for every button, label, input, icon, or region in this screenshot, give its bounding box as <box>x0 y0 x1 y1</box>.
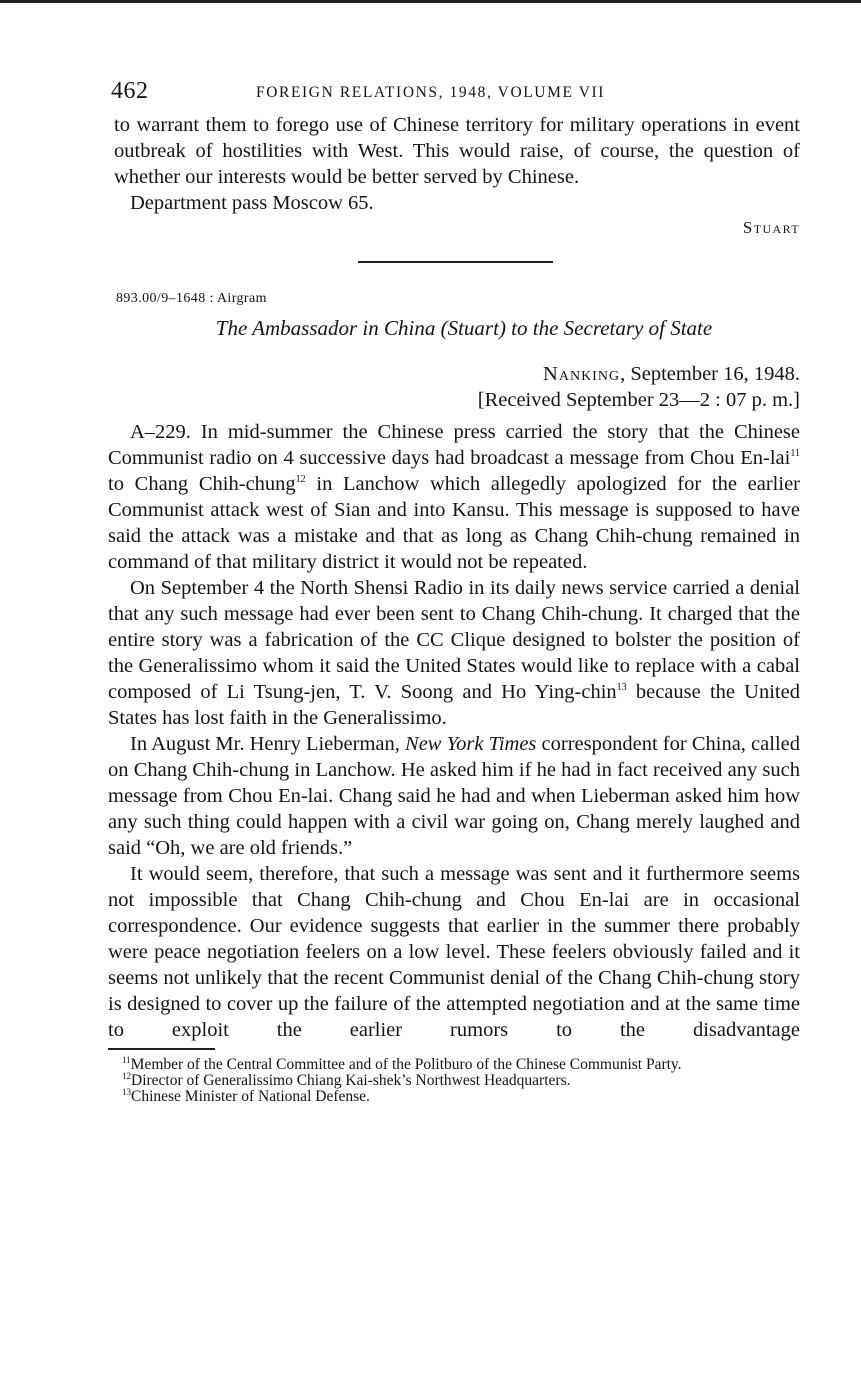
footnote-number: 11 <box>122 1054 131 1065</box>
paragraph-text: In August Mr. Henry Lieberman, <box>130 733 406 755</box>
footnote-reference-11: 11 <box>790 448 800 459</box>
newspaper-title: New York Times <box>405 733 537 755</box>
footnotes <box>108 1054 800 1105</box>
dateline-date: , September 16, 1948. <box>620 363 800 385</box>
previous-document-closing-paragraph: to warrant them to forego use of Chinese territory for military operations in event outbreak of hostilities with West. This would raise, of course, the question of whether our interests would be better served by Chinese. <box>114 114 800 188</box>
file-reference: 893.00/9–1648 : Airgram <box>116 291 267 306</box>
footnote-12 <box>108 1070 800 1089</box>
signature: Stuart <box>742 218 800 237</box>
paragraph-text: A–229. In mid-summer the Chinese press carried the story that the Chinese Communist radio on 4 successive days had broadcast a message from Chou En-lai <box>108 421 800 469</box>
routing-line: Department pass Moscow 65. <box>130 192 374 214</box>
footnote-rule <box>108 1048 215 1050</box>
scan-border <box>0 0 861 3</box>
footnote-reference-12: 12 <box>295 474 306 485</box>
received-line: [Received September 23—2 : 07 p. m.] <box>477 389 800 411</box>
dateline-city: Nanking <box>543 363 621 385</box>
paragraph-text: in Lanchow which allegedly apologized for the earlier Communist attack west of Sian and into Kansu. This message is supposed to have said the attack was a mistake and that as long as Chang Chih-chung remained in command of that military district it would not be repeated. <box>108 473 800 573</box>
running-head <box>108 78 800 112</box>
footnote-text: Chinese Minister of National Defense. <box>131 1087 370 1105</box>
book-page <box>108 78 800 1105</box>
body-paragraph-3 <box>108 731 800 861</box>
paragraph-text: to Chang Chih-chung <box>108 473 296 495</box>
paragraph-text: because the United States has lost faith in the Generalissimo. <box>108 681 800 729</box>
paragraph-text: On September 4 the North Shensi Radio in its daily news service carried a denial that any such message had ever been sent to Chang Chih-chung. It charged that the entire story was a fabrication of the CC Clique designed to bolster the position of the Generalissimo whom it said the United States would like to replace with a cabal composed of Li Tsung-jen, T. V. Soong and Ho Ying-chin <box>108 577 800 703</box>
footnote-number: 13 <box>122 1086 131 1097</box>
footnote-13 <box>108 1086 800 1105</box>
body-paragraph-1 <box>108 419 800 575</box>
dateline <box>108 361 800 387</box>
footnote-reference-13: 13 <box>616 682 627 693</box>
footnote-11 <box>108 1054 800 1073</box>
section-divider <box>358 261 553 263</box>
footnote-text: Director of Generalissimo Chiang Kai-shek’s Northwest Headquarters. <box>131 1071 571 1089</box>
document-heading: The Ambassador in China (Stuart) to the Secretary of State <box>215 316 713 340</box>
footnote-text: Member of the Central Committee and of the Politburo of the Chinese Communist Party. <box>130 1055 682 1073</box>
footnote-number: 12 <box>122 1070 131 1081</box>
running-title: FOREIGN RELATIONS, 1948, VOLUME VII <box>256 84 606 101</box>
body-paragraph-2 <box>108 575 800 731</box>
paragraph-text: correspondent for China, called on Chang Chih-chung in Lanchow. He asked him if he had in fact received any such message from Chou En-lai. Chang said he had and when Lieberman asked him how any such thing could happen with a civil war going on, Chang merely laughed and said “Oh, we are old friends.” <box>108 733 800 859</box>
body-paragraph-4: It would seem, therefore, that such a message was sent and it furthermore seems not impossible that Chang Chih-chung and Chou En-lai are in occasional correspondence. Our evidence suggests that earlier in the summer there probably were peace negotiation feelers on a low level. These feelers obviously failed and it seems not unlikely that the recent Communist denial of the Chang Chih-chung story is designed to cover up the failure of the attempted negotiation and at the same time to exploit the earlier rumors to the disadvantage <box>108 863 800 1041</box>
page-number: 462 <box>111 78 149 104</box>
